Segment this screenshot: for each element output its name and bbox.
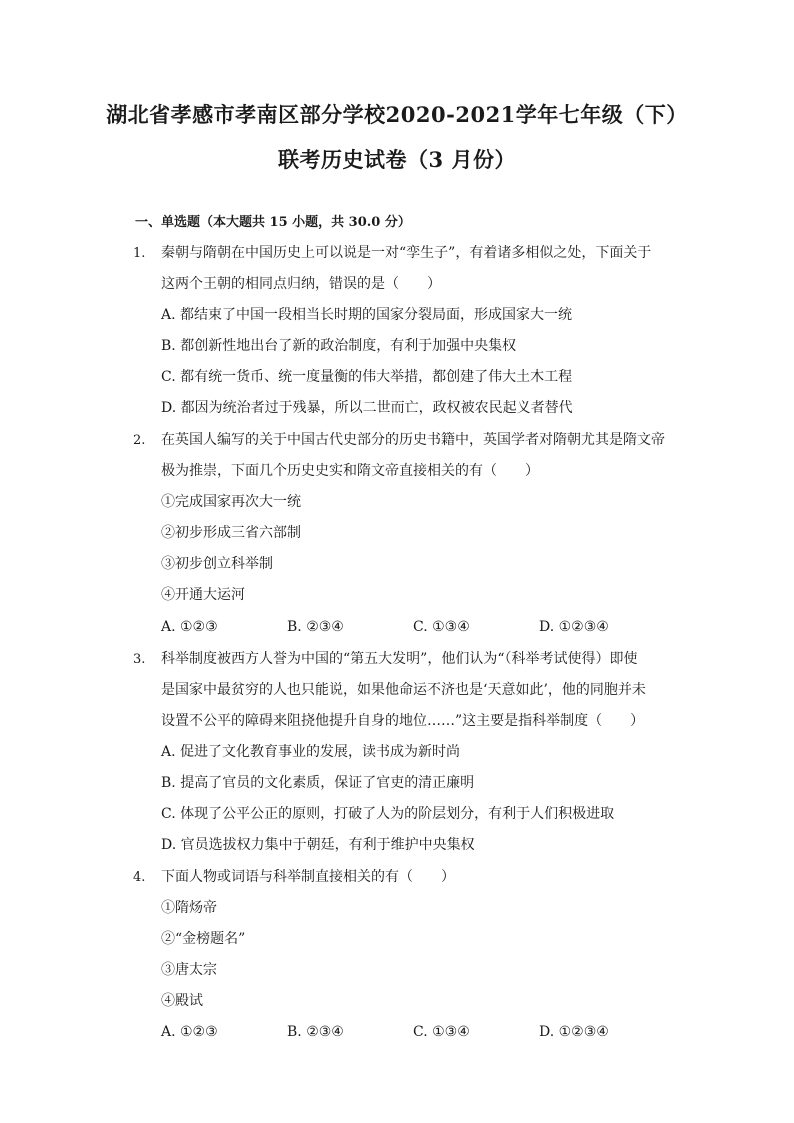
statement-4: ④殿试 <box>161 993 203 1009</box>
section-heading: 一、单选题（本大题共 15 小题，共 30.0 分） <box>135 215 411 230</box>
question-number: 4. <box>133 870 146 885</box>
exam-title-line-1: 湖北省孝感市孝南区部分学校2020-2021学年七年级（下） <box>106 102 688 127</box>
statement-3: ③初步创立科举制 <box>161 556 273 572</box>
question-text-line: 极为推崇，下面几个历史史实和隋文帝直接相关的有（ ） <box>161 463 539 479</box>
statement-1: ①隋炀帝 <box>161 900 217 916</box>
option-b: B. ②③④ <box>287 619 344 635</box>
question-text-line: 是国家中最贫穷的人也只能说，如果他命运不济也是‘天意如此’，他的同胞并未 <box>161 682 646 698</box>
option-d: D. ①②③④ <box>539 619 609 635</box>
question-number: 1. <box>133 246 146 261</box>
option-b: B. 提高了官员的文化素质，保证了官吏的清正廉明 <box>161 775 475 791</box>
option-d: D. 官员选拔权力集中于朝廷，有利于维护中央集权 <box>161 837 475 853</box>
question-text-line: 秦朝与隋朝在中国历史上可以说是一对“孪生子”，有着诸多相似之处，下面关于 <box>161 245 652 261</box>
statement-2: ②初步形成三省六部制 <box>161 525 301 541</box>
option-c: C. ①③④ <box>413 1024 470 1040</box>
option-a: A. ①②③ <box>161 1024 218 1040</box>
option-a: A. 都结束了中国一段相当长时期的国家分裂局面，形成国家大一统 <box>161 307 573 323</box>
option-d: D. ①②③④ <box>539 1024 609 1040</box>
exam-title-line-2: 联考历史试卷（3 月份） <box>278 147 516 172</box>
statement-2: ②“金榜题名” <box>161 931 246 947</box>
question-number: 2. <box>133 433 146 448</box>
question-text-line: 下面人物或词语与科举制直接相关的有（ ） <box>161 869 455 885</box>
statement-1: ①完成国家再次大一统 <box>161 494 301 510</box>
option-c: C. 体现了公平公正的原则，打破了人为的阶层划分，有利于人们积极进取 <box>161 806 615 822</box>
statement-3: ③唐太宗 <box>161 962 217 978</box>
statement-4: ④开通大运河 <box>161 587 245 603</box>
question-text-line: 设置不公平的障碍来阻挠他提升自身的地位……”这主要是指科举制度（ ） <box>161 713 645 729</box>
option-a: A. ①②③ <box>161 619 218 635</box>
option-d: D. 都因为统治者过于残暴，所以二世而亡，政权被农民起义者替代 <box>161 400 573 416</box>
question-text-line: 这两个王朝的相同点归纳，错误的是（ ） <box>161 276 441 292</box>
option-a: A. 促进了文化教育事业的发展，读书成为新时尚 <box>161 744 461 760</box>
option-c: C. ①③④ <box>413 619 470 635</box>
question-text-line: 在英国人编写的关于中国古代史部分的历史书籍中，英国学者对隋朝尤其是隋文帝 <box>161 432 665 448</box>
question-number: 3. <box>133 652 146 667</box>
question-text-line: 科举制度被西方人誉为中国的“第五大发明”，他们认为“（科举考试使得）即使 <box>161 651 638 667</box>
option-c: C. 都有统一货币、统一度量衡的伟大举措，都创建了伟大土木工程 <box>161 369 573 385</box>
option-b: B. ②③④ <box>287 1024 344 1040</box>
option-b: B. 都创新性地出台了新的政治制度，有利于加强中央集权 <box>161 338 517 354</box>
